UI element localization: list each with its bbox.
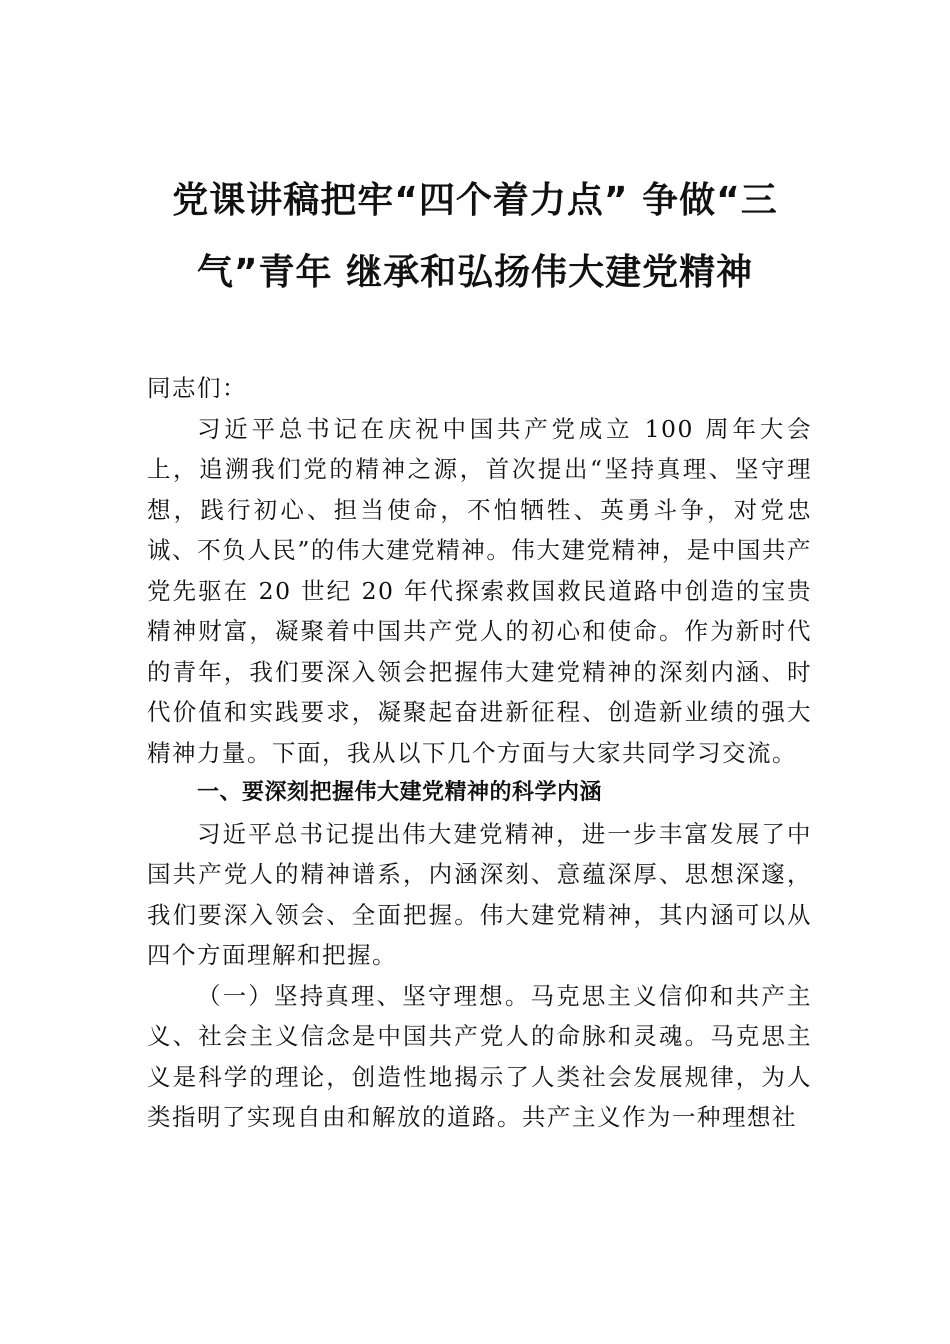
title-line-2: 气”青年 继承和弘扬伟大建党精神 [196, 252, 754, 293]
paragraph-section-1: 习近平总书记提出伟大建党精神，进一步丰富发展了中国共产党人的精神谱系，内涵深刻、意蕴深厚、思想深邃，我们要深入领会、全面把握。伟大建党精神，其内涵可以从四个方面理解和把握。 [147, 819, 812, 969]
paragraph-subsection-1: （一）坚持真理、坚守理想。马克思主义信仰和共产主义、社会主义信念是中国共产党人的命脉和灵魂。马克思主义是科学的理论，创造性地揭示了人类社会发展规律，为人类指明了实现自由和解放的道路。共产主义作为一种理想社 [147, 981, 812, 1131]
title-line-1: 党课讲稿把牢“四个着力点” 争做“三 [172, 180, 778, 221]
paragraph-intro: 习近平总书记在庆祝中国共产党成立 100 周年大会上，追溯我们党的精神之源，首次提出“坚持真理、坚守理想，践行初心、担当使命，不怕牺牲、英勇斗争，对党忠诚、不负人民”的伟大建党精神。伟大建党精神，是中国共产党先驱在 20 世纪 20 年代探索救国救民道路中创造的宝贵精神财富，凝聚着中国共产党人的初心和使命。作为新时代的青年，我们要深入领会把握伟大建党精神的深刻内涵、时代价值和实践要求，凝聚起奋进新征程、创造新业绩的强大精神力量。下面，我从以下几个方面与大家共同学习交流。 [147, 414, 812, 767]
document-title [140, 165, 810, 309]
document-body [147, 368, 812, 1138]
salutation: 同志们： [147, 374, 247, 402]
section-heading-1: 一、要深刻把握伟大建党精神的科学内涵 [197, 780, 603, 805]
